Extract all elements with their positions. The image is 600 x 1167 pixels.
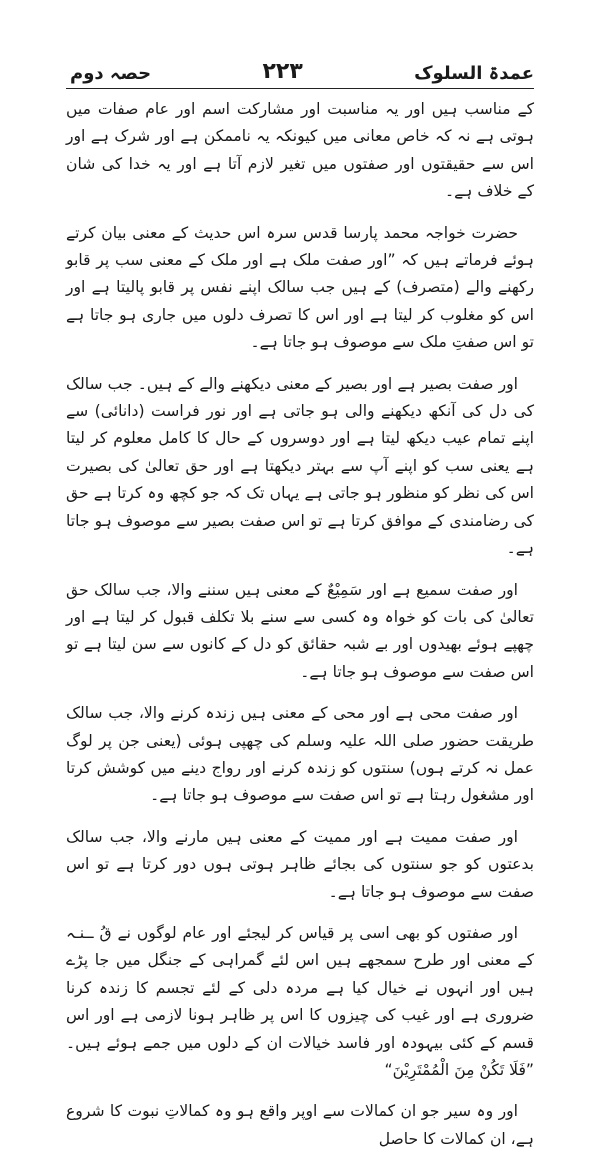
book-title: عمدۃ السلوک: [414, 63, 534, 84]
paragraph: اور وہ سیر جو ان کمالات سے اوپر واقع ہو وہ کمالاتِ نبوت کا شروع ہے، ان کمالات کا حاصل: [66, 1102, 534, 1148]
paragraph: کے مناسب ہیں اور یہ مناسبت اور مشارکت اسم اور عام صفات میں ہوتی ہے نہ کہ خاص معانی میں کیونکہ یہ ناممکن ہے اور شرک ہے اور اس سے حقیقتوں اور صفتوں میں تغیر لازم آتا ہے اور یہ خدا کی شان کے خلاف ہے۔: [66, 100, 534, 201]
page-header: [70, 48, 534, 84]
header-rule: [66, 88, 534, 89]
paragraph: اور صفت سمیع ہے اور سَمِیْعٌ کے معنی ہیں سننے والا، جب سالک حق تعالیٰ کی بات کو خواہ وہ کسی سے سنے بلا تکلف قبول کر لیتا ہے اور چھپے ہوئے بھیدوں اور بے شبہ حقائق کو دل کے کانوں سے سن لیتا ہے تو اس صفت سے موصوف ہو جاتا ہے۔: [66, 580, 534, 681]
paragraph: اور صفت بصیر ہے اور بصیر کے معنی دیکھنے والے کے ہیں۔ جب سالک کی دل کی آنکھ دیکھنے والی ہو جاتی ہے اور نور فراست (دانائی) سے اپنے تمام عیب دیکھ لیتا ہے اور دوسروں کے حال کا کامل معلوم کر لیتا ہے یعنی سب کو اپنے آپ سے بہتر دیکھتا ہے اور حق تعالیٰ کی بصیرت اس کی نظر کو منظور ہو جاتی ہے یہاں تک کہ جو کچھ وہ کرتا ہے حق کی رضامندی کے موافق کرتا ہے تو اس صفت بصیر سے موصوف ہو جاتا ہے۔: [66, 374, 534, 558]
part-label: حصہ دوم: [70, 63, 152, 84]
paragraph: حضرت خواجہ محمد پارسا قدس سرہ اس حدیث کے معنی بیان کرتے ہوئے فرماتے ہیں کہ ”اور صفت ملک ہے اور ملک کے معنی سب پر قابو رکھنے والے (متصرف) کے ہیں جب سالک اپنے نفس پر قابو پالیتا ہے اور اس کو مغلوب کر لیتا ہے اور اس کا تصرف دلوں میں جاری ہو جاتا ہے تو اس صفتِ ملک سے موصوف ہو جاتا ہے۔: [66, 223, 534, 352]
page-number: ۲۲۳: [262, 59, 303, 84]
page-body: [66, 96, 534, 1167]
paragraph: اور صفت محی ہے اور محی کے معنی ہیں زندہ کرنے والا، جب سالک طریقت حضور صلی اللہ علیہ وسلم کی چھپی ہوئی (یعنی جن پر لوگ عمل نہ کرتے ہوں) سنتوں کو زندہ کرنے اور رواج دینے میں کوشش کرتا اور مشغول رہتا ہے تو اس صفت سے موصوف ہو جاتا ہے۔: [66, 704, 534, 805]
paragraph: اور صفت ممیت ہے اور ممیت کے معنی ہیں مارنے والا، جب سالک بدعتوں کو جو سنتوں کی بجائے ظاہر ہوتی ہوں دور کرتا ہے تو اس صفت سے موصوف ہو جاتا ہے۔: [66, 827, 534, 901]
paragraph: اور صفتوں کو بھی اسی پر قیاس کر لیجئے اور عام لوگوں نے قُ ــنـہ کے معنی اور طرح سمجھے ہیں اس لئے گمراہی کے جنگل میں جا پڑے ہیں اور انہوں نے خیال کیا ہے مردہ دلی کے لئے تجسم کا زندہ کرنا ضروری ہے اور غیب کی چیزوں کا اس پر ظاہر ہونا لازمی ہے اور اس قسم کے کئی بیہودہ اور فاسد خیالات ان کے دلوں میں جمے ہوئے ہیں۔ ”فَلَا تَكُنْ مِنَ الْمُمْتَرِيْنَ“: [66, 923, 534, 1079]
